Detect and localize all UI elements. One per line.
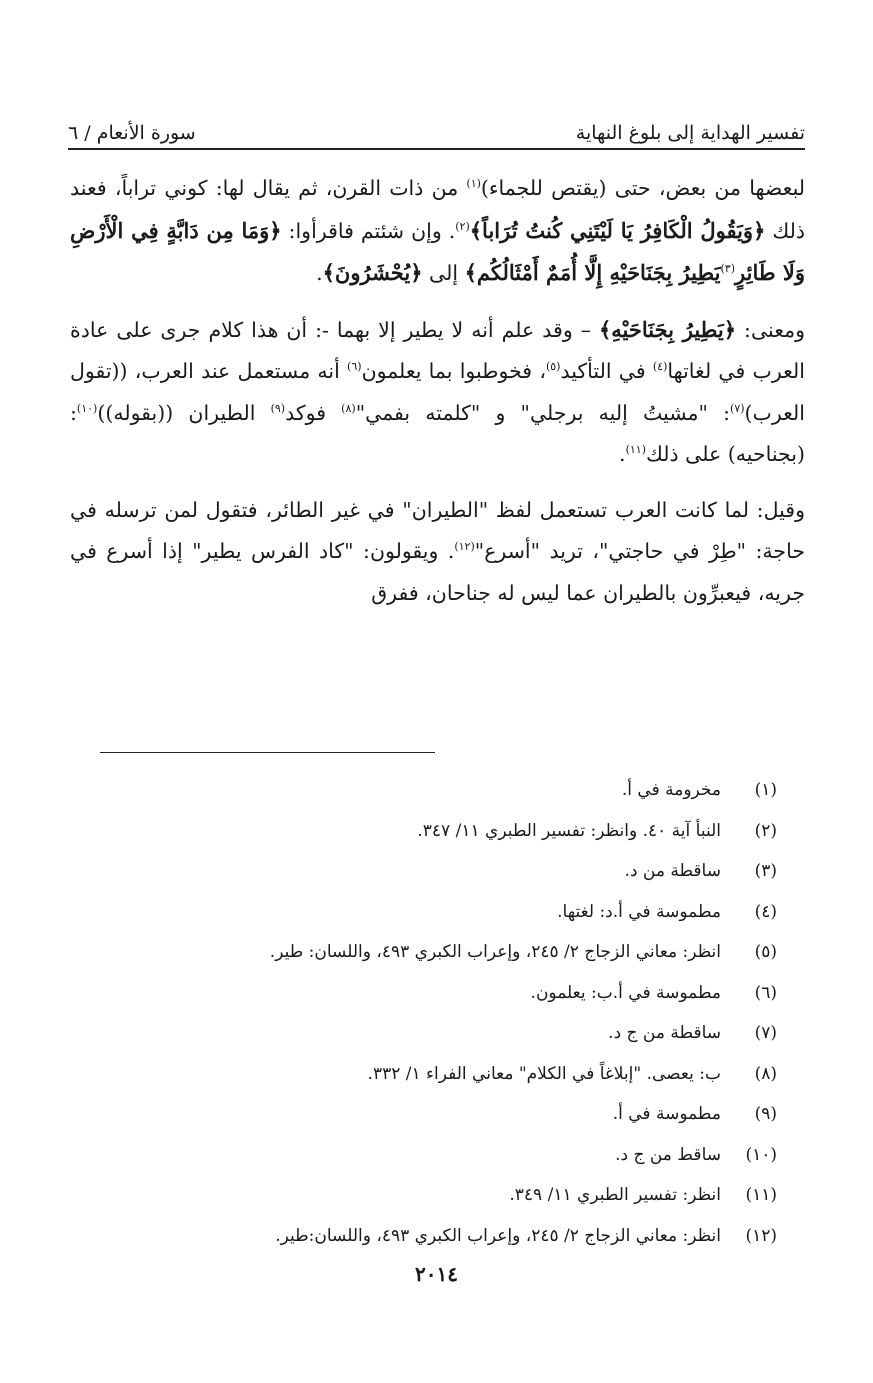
main-text [70, 168, 805, 614]
quran-verse: ﴿يُحْشَرُونَ﴾ [322, 260, 423, 285]
text-run: الطيران ((بقوله)) [97, 400, 271, 425]
text-run: وقيل: لما كانت العرب تستعمل لفظ "الطيران" في غير الطائر، فتقول لمن ترسله في حاجة: "طِرْ في حاجتي"، تريد "أسرع" [70, 497, 805, 563]
footnote-item [70, 770, 777, 811]
text-run: : "مشيتُ إليه برجلي" و "كلمته بفمي" [355, 400, 731, 425]
footnote-ref: (١١) [625, 443, 646, 457]
running-header [68, 106, 805, 150]
paragraph-2 [70, 309, 805, 476]
footnote-ref: (٣) [720, 262, 736, 276]
footnote-text: مطموسة في أ.د: لغتها. [557, 901, 721, 922]
footnote-item [70, 1013, 777, 1054]
footnote-ref: (٨) [341, 401, 356, 415]
footnote-number: (٣) [754, 861, 777, 882]
footnote-number: (١٠) [745, 1144, 777, 1165]
footnote-item [70, 1175, 777, 1216]
surah-title: سورة الأنعام / ٦ [68, 122, 196, 144]
text-run: . [619, 442, 626, 466]
footnote-item [70, 1054, 777, 1095]
text-run: – وقد علم أنه لا يطير إلا بهما -: أن هذا كلام جرى على عادة العرب في لغاتها [70, 317, 805, 383]
page-number: ٢٠١٤ [415, 1262, 458, 1286]
footnote-ref: (٤) [652, 360, 668, 374]
text-run: في التأكيد [560, 359, 653, 383]
footnote-number: (٩) [754, 1104, 777, 1125]
footnote-ref: (٢) [455, 219, 470, 233]
footnote-ref: (٩) [270, 401, 286, 415]
footnote-text: انظر: تفسير الطبري ١١/ ٣٤٩. [509, 1185, 721, 1206]
footnote-text: مطموسة في أ. [612, 1104, 721, 1125]
footnote-item [70, 811, 777, 852]
text-run: إلى [422, 261, 465, 285]
footnote-item [70, 851, 777, 892]
footnote-text: النبأ آية ٤٠. وانظر: تفسير الطبري ١١/ ٣٤٧. [417, 820, 721, 841]
footnote-text: ب: يعصى. "إبلاغاً في الكلام" معاني الفراء ١/ ٣٣٢. [367, 1063, 721, 1084]
quran-verse: ﴿يَطِيرُ بِجَنَاحَيْهِ﴾ [598, 316, 737, 342]
footnote-number: (٢) [754, 820, 777, 841]
footnote-number: (٨) [754, 1063, 777, 1084]
footnote-ref: (١٢) [454, 540, 475, 554]
paragraph-3 [70, 490, 805, 615]
footnote-text: ساقطة من د. [624, 861, 721, 882]
footnote-item [70, 1094, 777, 1135]
footnote-number: (١٢) [745, 1225, 777, 1246]
footnote-item [70, 1135, 777, 1176]
text-run: ، فخوطبوا بما يعلمون [361, 359, 546, 383]
footnote-ref: (٦) [347, 360, 362, 374]
footnotes [70, 770, 777, 1256]
footnote-number: (٥) [754, 942, 777, 963]
text-run: . وإن شئتم فاقرأوا: [281, 218, 456, 243]
footnote-separator [100, 752, 435, 753]
book-title: تفسير الهداية إلى بلوغ النهاية [575, 122, 805, 144]
footnote-number: (١) [754, 780, 777, 801]
footnote-ref: (١) [466, 177, 481, 191]
footnote-text: انظر: معاني الزجاج ٢/ ٢٤٥، وإعراب الكبري ٤٩٣، واللسان: طير. [269, 942, 721, 963]
footnote-text: مخرومة في أ. [621, 780, 721, 801]
text-run: فوكد [285, 400, 342, 425]
footnote-number: (٧) [754, 1023, 777, 1044]
footnote-text: ساقط من ج د. [615, 1144, 721, 1165]
footnote-item [70, 1216, 777, 1257]
footnote-item [70, 892, 777, 933]
footnote-number: (٦) [754, 982, 777, 1003]
footnote-ref: (٧) [730, 401, 745, 415]
footnote-number: (١١) [745, 1185, 777, 1206]
paragraph-1 [70, 168, 805, 295]
text-run: أنه مستعمل عند العرب، ((تقول العرب) [70, 359, 805, 425]
footnote-text: انظر: معاني الزجاج ٢/ ٢٤٥، وإعراب الكبري ٤٩٣، واللسان:طير. [275, 1225, 721, 1246]
footnote-item [70, 973, 777, 1014]
text-run: : (بجناحيه) على ذلك [70, 400, 805, 466]
footnote-number: (٤) [754, 901, 777, 922]
footnote-ref: (١٠) [76, 401, 98, 415]
text-run: ومعنى: [736, 317, 805, 342]
text-run: . [316, 261, 323, 285]
quran-verse: يَطِيرُ بِجَنَاحَيْهِ إِلَّا أُمَمٌ أَمْثَالُكُم﴾ [464, 260, 721, 285]
footnote-text: ساقطة من ج د. [608, 1023, 721, 1044]
text-run: لبعضها من بعض، حتى (يقتص للجماء) [480, 176, 805, 200]
quran-verse: ﴿وَيَقُولُ الْكَافِرُ يَا لَيْتَنِي كُنتُ تُرَاباً﴾ [469, 217, 766, 243]
footnote-text: مطموسة في أ.ب: يعلمون. [530, 982, 721, 1003]
text-run: من ذات القرن، ثم يقال لها: كوني تراباً، فعند ذلك [70, 176, 806, 243]
quran-verse: ﴿وَمَا مِن دَابَّةٍ فِي الْأَرْضِ وَلَا طَائِرٍ [70, 217, 805, 285]
footnote-ref: (٥) [545, 360, 561, 374]
footnote-item [70, 932, 777, 973]
text-run: . ويقولون: "كاد الفرس يطير" إذا أسرع في جريه، فيعبرِّون بالطيران عما ليس له جناحان، ففرق [70, 539, 805, 605]
